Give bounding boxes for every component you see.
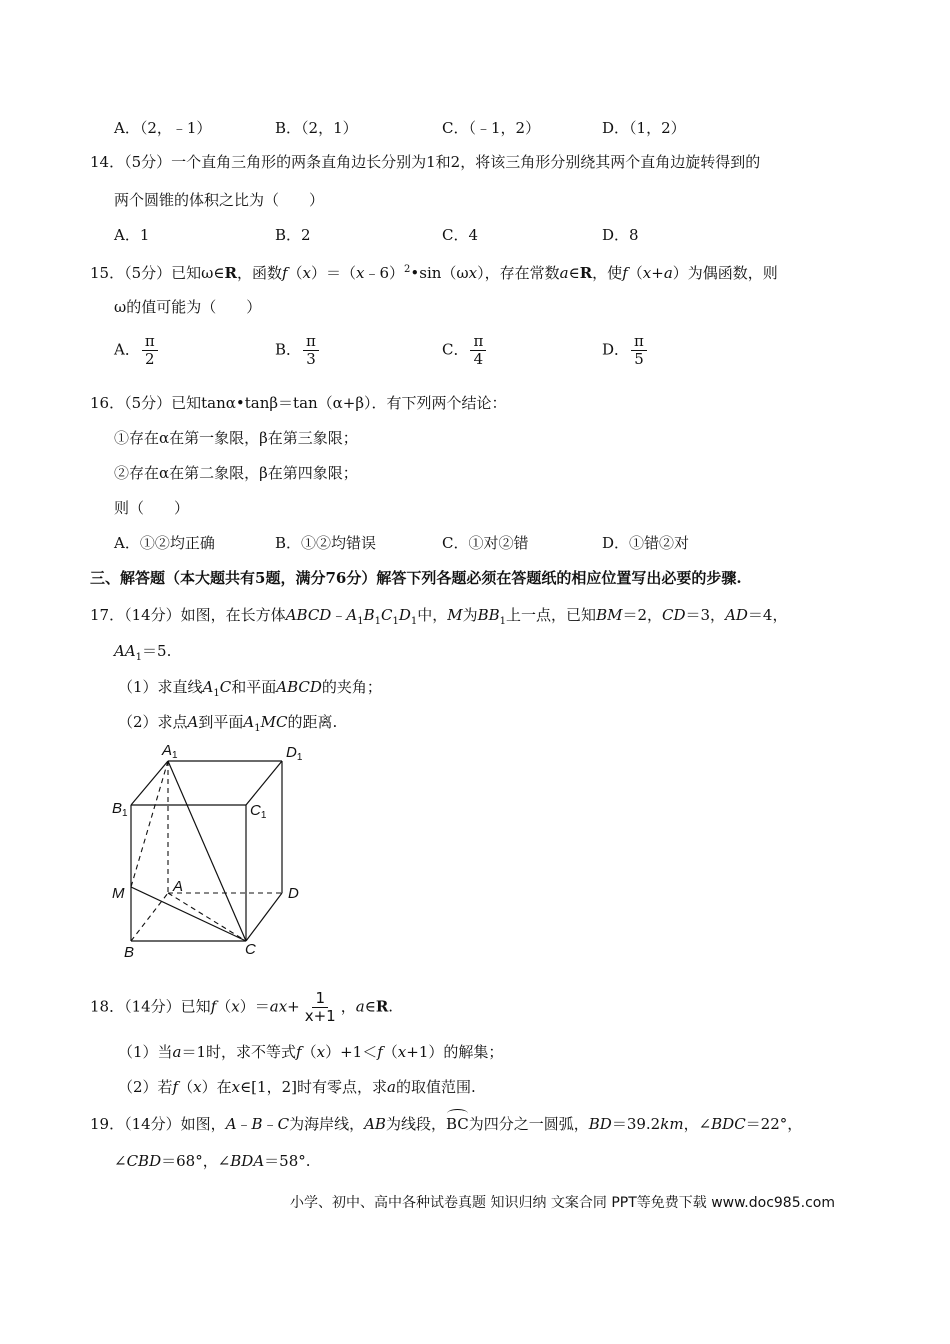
q15-stem-line1: 15．（5分）已知ω∈R，函数f（x）＝（x﹣6）$^2$•sin（ωx），存在常数a∈R，使f（x+a）为偶函数，则	[90, 264, 778, 282]
label-c1: $C_1$	[250, 802, 267, 821]
hidden-line-a-c	[168, 893, 246, 941]
hidden-edge-b-a	[131, 893, 168, 941]
label-b: B	[124, 944, 135, 961]
q13-option-d: D．（1，2）	[602, 119, 686, 137]
q15-option-c: C． $\frac{\pi}{4}$	[442, 333, 488, 368]
q17-stem-line1: 17．（14分）如图，在长方体$ABCD﹣A_1B_1C_1D_1$中，M为$BB_1$上一点，已知BM＝2，CD＝3，AD＝4，	[90, 606, 788, 627]
q14-option-d: D．8	[602, 226, 639, 244]
q15-option-a: A． $\frac{\pi}{2}$	[114, 333, 160, 368]
label-a: A	[173, 878, 184, 895]
arc-bc: BC	[445, 1115, 469, 1133]
edge-c-d	[246, 893, 282, 941]
q18-part1: （1）当a＝1时，求不等式f（x）+1＜f（x+1）的解集；	[118, 1043, 504, 1061]
q17-part1: （1）求直线$A_1C$和平面ABCD的夹角；	[118, 678, 382, 699]
q16-option-d: D．①错②对	[602, 534, 690, 552]
label-c: C	[245, 941, 256, 958]
q18-stem: 18．（14分）已知f（x）＝ax+ $\frac{1}{x+1}$ ，a∈R.	[90, 989, 394, 1025]
q14-option-a: A．1	[114, 226, 150, 244]
q16-option-c: C．①对②错	[442, 534, 529, 552]
q18-part2: （2）若f（x）在x∈[1，2]时有零点，求a的取值范围.	[118, 1078, 476, 1096]
q18-fraction: $\frac{1}{x+1}$	[304, 989, 336, 1025]
label-d1: $D_1$	[286, 744, 303, 763]
q15-option-b: B． $\frac{\pi}{3}$	[275, 333, 321, 368]
q19-stem-line2: ∠CBD＝68°，∠BDA＝58°.	[114, 1152, 311, 1170]
q14-stem-line1: 14．（5分）一个直角三角形的两条直角边长分别为1和2，将该三角形分别绕其两个直角边旋转得到的	[90, 153, 761, 171]
q14-option-c: C．4	[442, 226, 479, 244]
page-footer: 小学、初中、高中各种试卷真题 知识归纳 文案合同 PPT等免费下载 www.doc985.com	[290, 1195, 835, 1211]
section3-heading: 三、解答题（本大题共有5题，满分76分）解答下列各题必须在答题纸的相应位置写出必要的步骤.	[90, 569, 742, 587]
label-b1: $B_1$	[112, 800, 128, 819]
q16-stem-line1: 16．（5分）已知tanα•tanβ＝tan（α+β）．有下列两个结论：	[90, 394, 507, 412]
q16-option-b: B．①②均错误	[275, 534, 377, 552]
hidden-line-a1-m	[131, 761, 168, 887]
q13-option-a: A．（2，﹣1）	[114, 119, 212, 137]
q19-stem-line1: 19．（14分）如图，A﹣B﹣C为海岸线，AB为线段，BC为四分之一圆弧，BD＝39.2km，∠BDC＝22°，	[90, 1115, 803, 1133]
q15-option-a-fraction: $\frac{\pi}{2}$	[142, 333, 158, 368]
edge-d1-c1	[246, 761, 282, 805]
line-m-c	[131, 887, 246, 941]
q17-part2: （2）求点A到平面$A_1MC$的距离.	[118, 713, 338, 734]
edge-a1-b1	[131, 761, 168, 805]
q13-option-c: C．（﹣1，2）	[442, 119, 541, 137]
q17-cuboid-figure	[100, 735, 320, 965]
label-a1: $A_1$	[162, 742, 178, 761]
q14-stem-line2: 两个圆锥的体积之比为（ ）	[114, 191, 325, 209]
q17-stem-line2: $AA_1=5$.	[114, 642, 172, 663]
q15-option-b-fraction: $\frac{\pi}{3}$	[303, 333, 319, 368]
line-a1-c	[168, 761, 246, 941]
q15-option-c-fraction: $\frac{\pi}{4}$	[470, 333, 486, 368]
label-d: D	[288, 885, 299, 902]
q15-option-d-fraction: $\frac{\pi}{5}$	[631, 333, 647, 368]
label-m: M	[112, 885, 125, 902]
q13-option-b: B．（2，1）	[275, 119, 358, 137]
q15-stem-line2: ω的值可能为（ ）	[114, 298, 262, 316]
q16-conclusion-1: ①存在α在第一象限，β在第三象限；	[114, 429, 358, 447]
q16-then: 则（ ）	[114, 499, 190, 517]
q16-conclusion-2: ②存在α在第二象限，β在第四象限；	[114, 464, 358, 482]
q15-option-d: D． $\frac{\pi}{5}$	[602, 333, 649, 368]
q16-option-a: A．①②均正确	[114, 534, 215, 552]
q14-option-b: B．2	[275, 226, 311, 244]
